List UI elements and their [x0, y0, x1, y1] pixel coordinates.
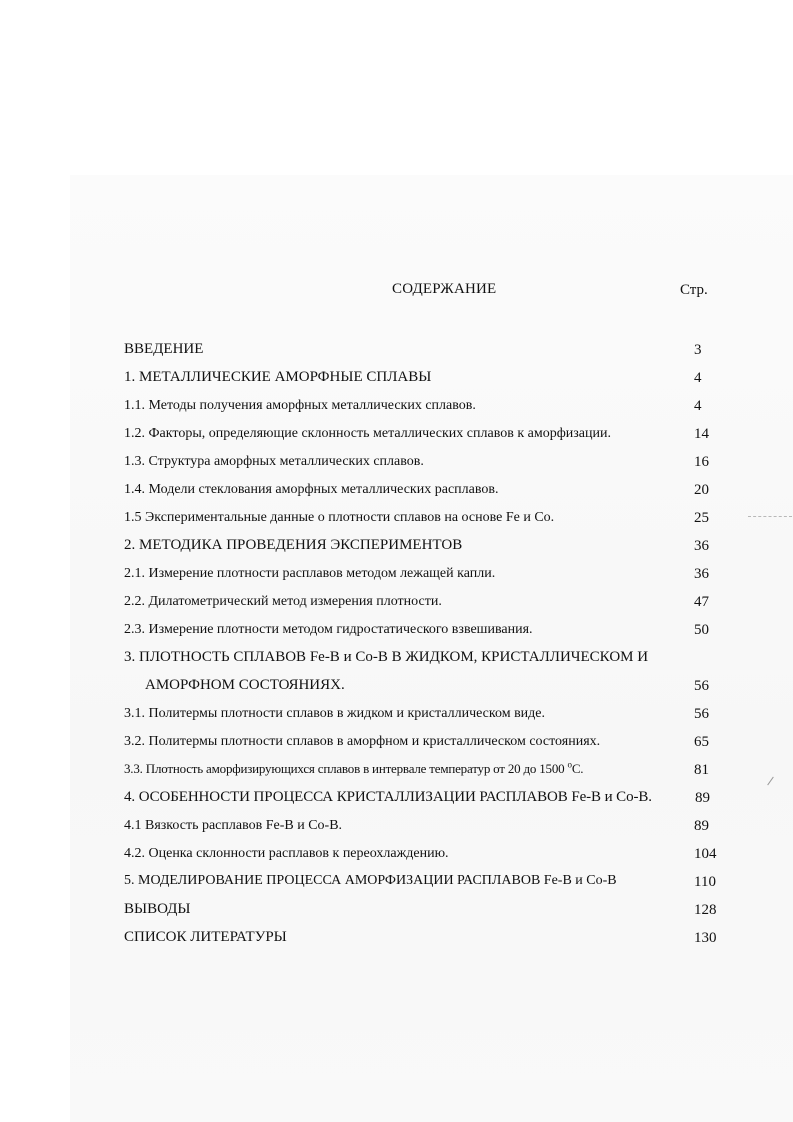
toc-page-chapter-1: 4 [694, 370, 702, 386]
toc-entry-chapter-4: 4. ОСОБЕННОСТИ ПРОЦЕССА КРИСТАЛЛИЗАЦИИ РАСПЛАВОВ Fe-B и Co-B. [124, 789, 652, 805]
toc-entry-section-2-1: 2.1. Измерение плотности расплавов методом лежащей капли. [124, 566, 496, 581]
toc-page-section-4-2: 104 [694, 846, 717, 862]
toc-page-section-3-3: 81 [694, 762, 709, 778]
toc-entry-section-3-3-unit: С. [571, 761, 584, 776]
toc-page-conclusions: 128 [694, 902, 717, 918]
toc-entry-section-3-2: 3.2. Политермы плотности сплавов в аморфном и кристаллическом состояниях. [124, 734, 601, 749]
degree-superscript: o [567, 759, 572, 770]
toc-entry-section-1-1: 1.1. Методы получения аморфных металлических сплавов. [124, 398, 476, 413]
toc-page-section-1-1: 4 [694, 398, 702, 414]
toc-page-section-3-1: 56 [694, 706, 709, 722]
toc-entry-section-1-2: 1.2. Факторы, определяющие склонность металлических сплавов к аморфизации. [124, 426, 611, 441]
toc-entry-section-1-3: 1.3. Структура аморфных металлических сплавов. [124, 454, 424, 469]
toc-entry-section-2-3: 2.3. Измерение плотности методом гидростатического взвешивания. [124, 622, 533, 637]
toc-page-chapter-4: 89 [695, 790, 710, 806]
toc-page-section-1-3: 16 [694, 454, 709, 470]
toc-page-section-2-2: 47 [694, 594, 709, 610]
toc-entry-section-4-1: 4.1 Вязкость расплавов Fe-B и Co-B. [124, 818, 343, 833]
toc-title: СОДЕРЖАНИЕ [392, 281, 497, 297]
toc-entry-chapter-1: 1. МЕТАЛЛИЧЕСКИЕ АМОРФНЫЕ СПЛАВЫ [124, 369, 432, 385]
toc-entry-section-3-1: 3.1. Политермы плотности сплавов в жидком и кристаллическом виде. [124, 706, 546, 721]
toc-page-section-1-4: 20 [694, 482, 709, 498]
toc-entry-chapter-5: 5. МОДЕЛИРОВАНИЕ ПРОЦЕССА АМОРФИЗАЦИИ РАСПЛАВОВ Fe-B и Co-B [124, 873, 617, 888]
toc-page-section-1-5: 25 [694, 510, 709, 526]
toc-entry-conclusions: ВЫВОДЫ [124, 901, 191, 917]
toc-page-section-3-2: 65 [694, 734, 709, 750]
toc-entry-references: СПИСОК ЛИТЕРАТУРЫ [124, 929, 287, 945]
scan-artifact-dash [748, 516, 792, 517]
toc-entry-section-3-3-text: 3.3. Плотность аморфизирующихся сплавов в интервале температур от 20 до 1500 [124, 761, 568, 776]
toc-page-section-1-2: 14 [694, 426, 709, 442]
toc-entry-section-4-2: 4.2. Оценка склонности расплавов к переохлаждению. [124, 846, 449, 861]
toc-entry-chapter-2: 2. МЕТОДИКА ПРОВЕДЕНИЯ ЭКСПЕРИМЕНТОВ [124, 537, 463, 553]
toc-entry-section-3-3 [124, 761, 583, 777]
toc-page-section-4-1: 89 [694, 818, 709, 834]
toc-entry-introduction: ВВЕДЕНИЕ [124, 341, 204, 357]
toc-entry-chapter-3: 3. ПЛОТНОСТЬ СПЛАВОВ Fe-B и Co-B В ЖИДКОМ, КРИСТАЛЛИЧЕСКОМ И [124, 649, 649, 665]
toc-page-section-2-1: 36 [694, 566, 709, 582]
toc-entry-chapter-3-continuation: АМОРФНОМ СОСТОЯНИЯХ. [145, 677, 345, 693]
toc-entry-section-1-4: 1.4. Модели стеклования аморфных металлических расплавов. [124, 482, 499, 497]
toc-page-introduction: 3 [694, 342, 702, 358]
toc-page-references: 130 [694, 930, 717, 946]
toc-entry-section-2-2: 2.2. Дилатометрический метод измерения плотности. [124, 594, 442, 609]
toc-page-chapter-3: 56 [694, 678, 709, 694]
toc-entry-section-1-5: 1.5 Экспериментальные данные о плотности сплавов на основе Fe и Со. [124, 510, 555, 525]
toc-page-chapter-5: 110 [694, 874, 716, 890]
page-column-header: Стр. [680, 282, 708, 298]
toc-page-section-2-3: 50 [694, 622, 709, 638]
toc-page-chapter-2: 36 [694, 538, 709, 554]
